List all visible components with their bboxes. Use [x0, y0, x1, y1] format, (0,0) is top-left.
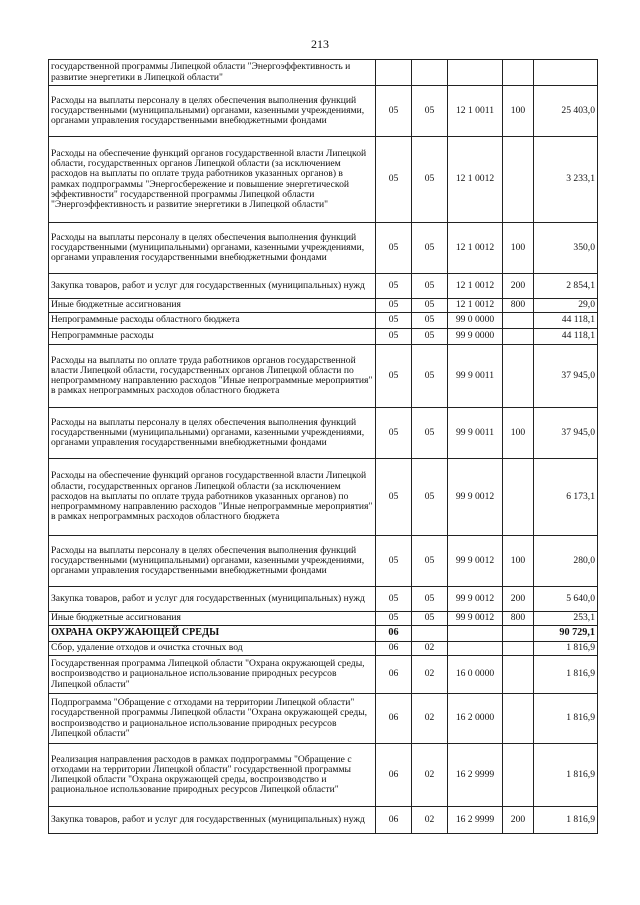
row-subsection-code: 02	[412, 807, 448, 834]
row-target-article: 16 2 0000	[448, 694, 503, 744]
row-subsection-code: 05	[412, 536, 448, 587]
row-name: государственной программы Липецкой области "Энергоэффективность и развитие энергетики в Липецкой области"	[49, 60, 376, 86]
row-expense-type: 200	[503, 807, 534, 834]
row-name: Закупка товаров, работ и услуг для государственных (муниципальных) нужд	[49, 807, 376, 834]
row-amount: 25 403,0	[534, 86, 598, 137]
row-name: Сбор, удаление отходов и очистка сточных вод	[49, 642, 376, 656]
table-row	[49, 656, 598, 694]
row-name: Иные бюджетные ассигнования	[49, 299, 376, 313]
row-section-code: 05	[376, 329, 412, 345]
row-expense-type: 800	[503, 299, 534, 313]
row-expense-type: 200	[503, 274, 534, 299]
table-row	[49, 612, 598, 626]
budget-table	[48, 59, 598, 834]
row-name: Непрограммные расходы	[49, 329, 376, 345]
row-section-code: 06	[376, 694, 412, 744]
row-expense-type	[503, 642, 534, 656]
row-expense-type: 100	[503, 408, 534, 459]
row-target-article: 99 9 0012	[448, 612, 503, 626]
row-subsection-code: 05	[412, 587, 448, 612]
row-section-code: 06	[376, 656, 412, 694]
row-subsection-code: 05	[412, 274, 448, 299]
row-target-article	[448, 626, 503, 642]
row-section-code: 05	[376, 408, 412, 459]
row-amount: 1 816,9	[534, 642, 598, 656]
row-subsection-code: 05	[412, 86, 448, 137]
row-target-article: 99 9 0012	[448, 536, 503, 587]
row-amount: 1 816,9	[534, 744, 598, 807]
table-row	[49, 642, 598, 656]
row-target-article: 99 9 0012	[448, 459, 503, 536]
row-expense-type	[503, 656, 534, 694]
row-target-article: 99 9 0012	[448, 587, 503, 612]
row-name: Расходы на выплаты персоналу в целях обеспечения выполнения функций государственными (муниципальными) органами, казенными учреждениями, органами управления государственными внебюджетными фондами	[49, 408, 376, 459]
row-name: Закупка товаров, работ и услуг для государственных (муниципальных) нужд	[49, 274, 376, 299]
row-target-article: 99 9 0000	[448, 329, 503, 345]
row-section-code: 05	[376, 313, 412, 329]
row-expense-type: 100	[503, 86, 534, 137]
row-section-code: 05	[376, 612, 412, 626]
row-section-code: 06	[376, 807, 412, 834]
row-name: Расходы на выплаты персоналу в целях обеспечения выполнения функций государственными (муниципальными) органами, казенными учреждениями, органами управления государственными внебюджетными фондами	[49, 86, 376, 137]
row-subsection-code: 05	[412, 137, 448, 223]
row-subsection-code	[412, 626, 448, 642]
row-subsection-code: 02	[412, 656, 448, 694]
table-row	[49, 536, 598, 587]
row-expense-type	[503, 313, 534, 329]
row-expense-type	[503, 345, 534, 408]
row-name: ОХРАНА ОКРУЖАЮЩЕЙ СРЕДЫ	[49, 626, 376, 642]
row-subsection-code: 05	[412, 329, 448, 345]
row-amount: 350,0	[534, 223, 598, 274]
row-expense-type: 800	[503, 612, 534, 626]
row-expense-type	[503, 744, 534, 807]
row-target-article: 12 1 0012	[448, 299, 503, 313]
row-name: Расходы на выплаты по оплате труда работников органов государственной власти Липецкой области, государственных органов Липецкой области по непрограммному направлению расходов "Иные непрограммные мероприятия" в рамках непрограммных расходов областного бюджета	[49, 345, 376, 408]
row-amount: 37 945,0	[534, 345, 598, 408]
row-amount: 29,0	[534, 299, 598, 313]
row-amount: 280,0	[534, 536, 598, 587]
row-amount: 44 118,1	[534, 329, 598, 345]
row-amount: 37 945,0	[534, 408, 598, 459]
row-expense-type: 100	[503, 223, 534, 274]
row-amount: 3 233,1	[534, 137, 598, 223]
table-row	[49, 86, 598, 137]
table-row	[49, 60, 598, 86]
row-target-article: 12 1 0011	[448, 86, 503, 137]
row-target-article: 12 1 0012	[448, 274, 503, 299]
row-section-code: 05	[376, 299, 412, 313]
row-section-code: 05	[376, 137, 412, 223]
row-amount: 253,1	[534, 612, 598, 626]
table-row	[49, 807, 598, 834]
table-row	[49, 694, 598, 744]
row-section-code: 05	[376, 536, 412, 587]
row-name: Иные бюджетные ассигнования	[49, 612, 376, 626]
row-target-article: 16 2 9999	[448, 744, 503, 807]
row-target-article: 99 9 0011	[448, 408, 503, 459]
row-target-article: 99 0 0000	[448, 313, 503, 329]
row-section-code	[376, 60, 412, 86]
row-name: Реализация направления расходов в рамках подпрограммы "Обращение с отходами на территории Липецкой области" государственной программы Липецкой области "Охрана окружающей среды, воспроизводство и рациональное использование природных ресурсов Липецкой области"	[49, 744, 376, 807]
row-target-article: 16 0 0000	[448, 656, 503, 694]
row-section-code: 06	[376, 744, 412, 807]
row-subsection-code: 05	[412, 345, 448, 408]
row-amount: 90 729,1	[534, 626, 598, 642]
row-subsection-code	[412, 60, 448, 86]
row-section-code: 05	[376, 274, 412, 299]
row-subsection-code: 05	[412, 459, 448, 536]
row-section-code: 05	[376, 223, 412, 274]
row-subsection-code: 05	[412, 299, 448, 313]
row-section-code: 06	[376, 626, 412, 642]
row-name: Расходы на выплаты персоналу в целях обеспечения выполнения функций государственными (муниципальными) органами, казенными учреждениями, органами управления государственными внебюджетными фондами	[49, 536, 376, 587]
row-amount: 1 816,9	[534, 694, 598, 744]
table-row	[49, 744, 598, 807]
table-row	[49, 459, 598, 536]
row-target-article: 12 1 0012	[448, 137, 503, 223]
row-subsection-code: 02	[412, 642, 448, 656]
table-row	[49, 329, 598, 345]
table-row	[49, 587, 598, 612]
table-row	[49, 223, 598, 274]
row-target-article: 12 1 0012	[448, 223, 503, 274]
row-name: Подпрограмма "Обращение с отходами на территории Липецкой области" государственной программы Липецкой области "Охрана окружающей среды, воспроизводство и рациональное использование природных ресурсов Липецкой области"	[49, 694, 376, 744]
row-subsection-code: 05	[412, 612, 448, 626]
row-subsection-code: 02	[412, 744, 448, 807]
row-amount: 44 118,1	[534, 313, 598, 329]
row-target-article	[448, 642, 503, 656]
budget-table-body	[49, 60, 598, 834]
row-expense-type	[503, 694, 534, 744]
row-name: Расходы на выплаты персоналу в целях обеспечения выполнения функций государственными (муниципальными) органами, казенными учреждениями, органами управления государственными внебюджетными фондами	[49, 223, 376, 274]
row-expense-type	[503, 459, 534, 536]
table-row	[49, 345, 598, 408]
row-amount: 2 854,1	[534, 274, 598, 299]
table-row	[49, 408, 598, 459]
row-expense-type: 100	[503, 536, 534, 587]
row-subsection-code: 02	[412, 694, 448, 744]
row-target-article: 99 9 0011	[448, 345, 503, 408]
row-section-code: 05	[376, 345, 412, 408]
row-amount: 6 173,1	[534, 459, 598, 536]
table-row	[49, 626, 598, 642]
row-name: Расходы на обеспечение функций органов государственной власти Липецкой области, государственных органов Липецкой области (за исключением расходов на выплаты по оплате труда работников указанных органов) в рамках подпрограммы "Энергосбережение и повышение энергетической эффективности" государственной программы Липецкой области "Энергоэффективность и развитие энергетики в Липецкой области"	[49, 137, 376, 223]
page-number: 213	[311, 37, 329, 51]
row-amount: 1 816,9	[534, 656, 598, 694]
row-name: Непрограммные расходы областного бюджета	[49, 313, 376, 329]
row-subsection-code: 05	[412, 408, 448, 459]
row-expense-type	[503, 60, 534, 86]
row-section-code: 05	[376, 587, 412, 612]
row-name: Расходы на обеспечение функций органов государственной власти Липецкой области, государственных органов Липецкой области (за исключением расходов на выплаты по оплате труда работников указанных органов) по непрограммному направлению расходов "Иные непрограммные мероприятия" в рамках непрограммных расходов областного бюджета	[49, 459, 376, 536]
row-expense-type: 200	[503, 587, 534, 612]
table-row	[49, 137, 598, 223]
row-section-code: 05	[376, 86, 412, 137]
row-target-article	[448, 60, 503, 86]
row-amount	[534, 60, 598, 86]
row-subsection-code: 05	[412, 313, 448, 329]
row-expense-type	[503, 137, 534, 223]
row-section-code: 06	[376, 642, 412, 656]
row-target-article: 16 2 9999	[448, 807, 503, 834]
row-name: Закупка товаров, работ и услуг для государственных (муниципальных) нужд	[49, 587, 376, 612]
row-subsection-code: 05	[412, 223, 448, 274]
row-expense-type	[503, 626, 534, 642]
table-row	[49, 274, 598, 299]
table-row	[49, 313, 598, 329]
table-row	[49, 299, 598, 313]
row-amount: 5 640,0	[534, 587, 598, 612]
row-expense-type	[503, 329, 534, 345]
row-amount: 1 816,9	[534, 807, 598, 834]
row-section-code: 05	[376, 459, 412, 536]
row-name: Государственная программа Липецкой области "Охрана окружающей среды, воспроизводство и рациональное использование природных ресурсов Липецкой области"	[49, 656, 376, 694]
